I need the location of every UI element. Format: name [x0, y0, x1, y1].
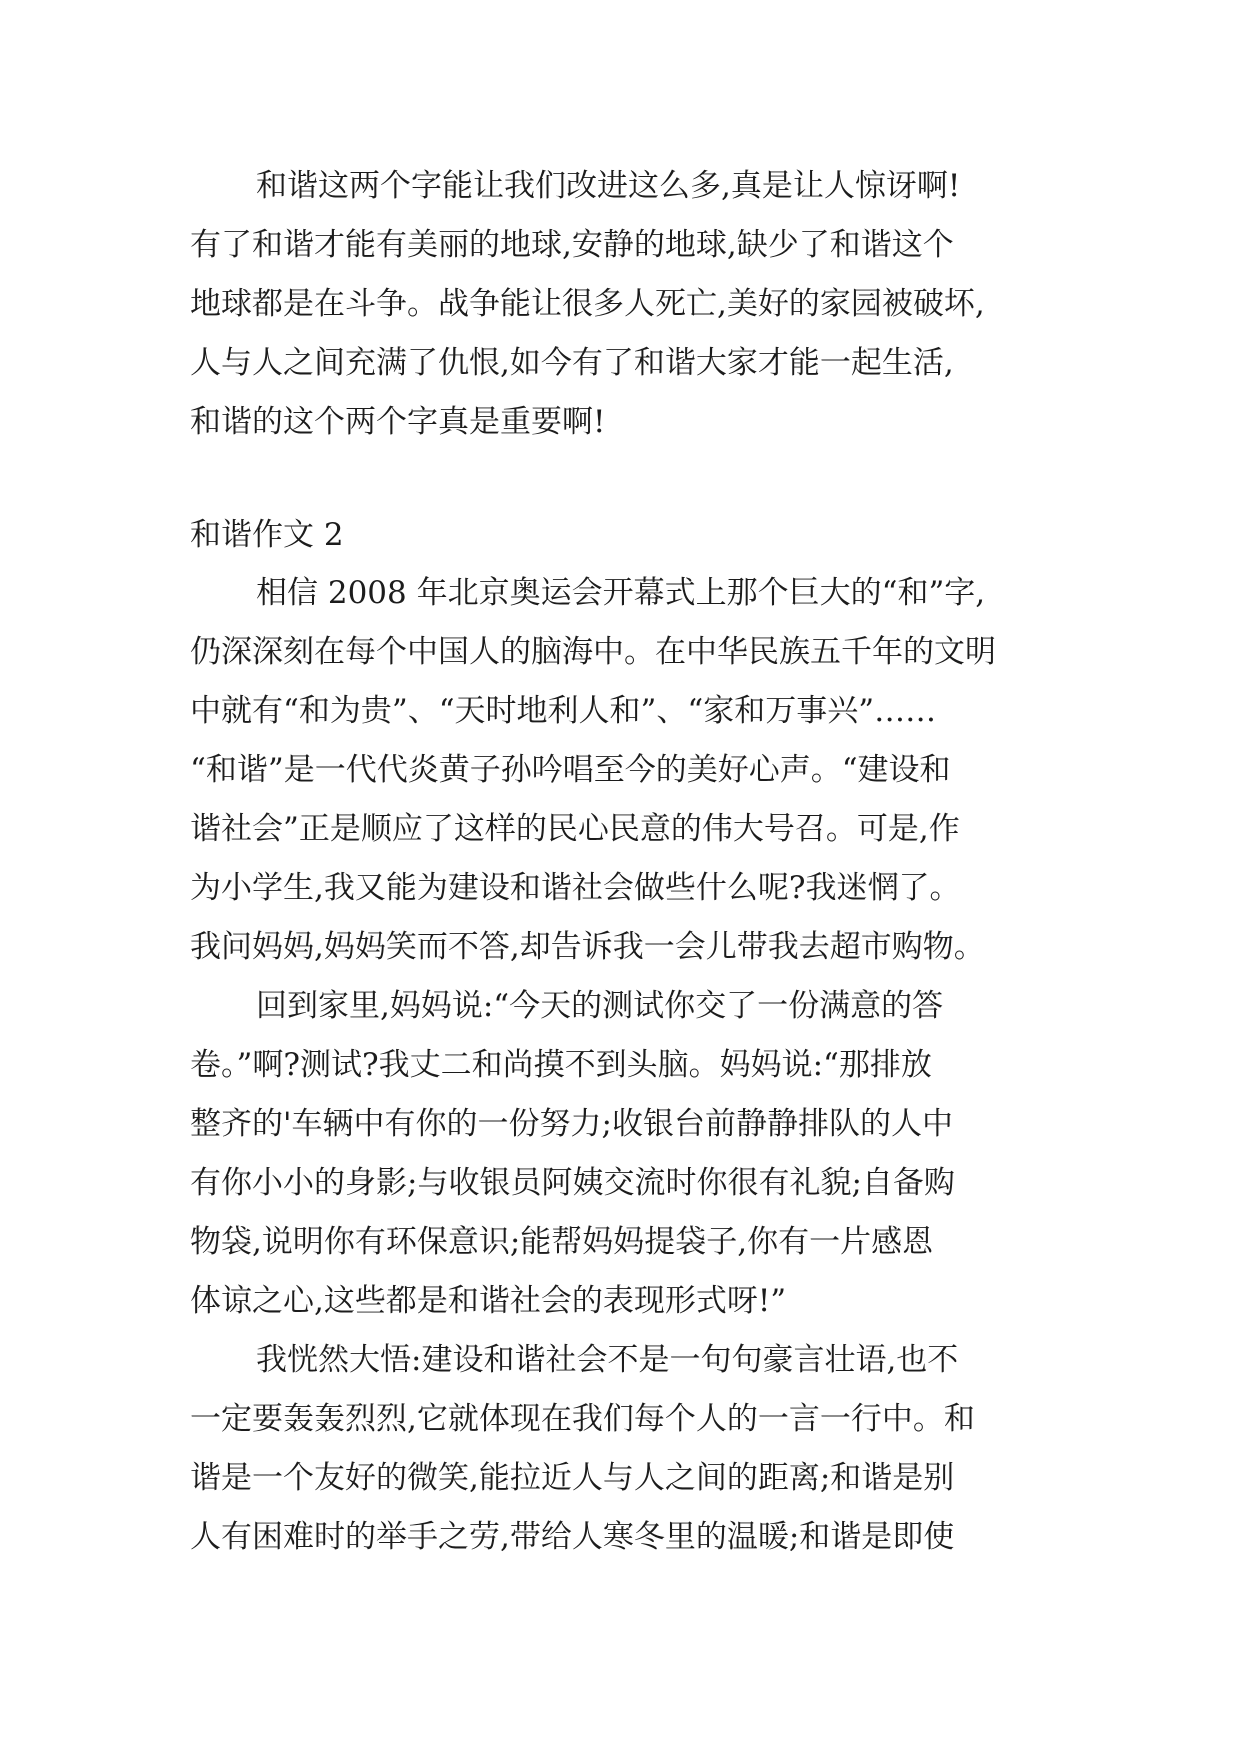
text-line: 中就有“和为贵”、“天时地利人和”、“家和万事兴”…… — [190, 693, 937, 729]
text-line: 人与人之间充满了仇恨,如今有了和谐大家才能一起生活, — [190, 345, 954, 381]
text-line: 我问妈妈,妈妈笑而不答,却告诉我一会儿带我去超市购物。 — [190, 929, 985, 965]
text-line: 相信 2008 年北京奥运会开幕式上那个巨大的“和”字, — [256, 575, 986, 611]
essay-title: 和谐作文 2 — [190, 517, 344, 553]
text-line: 地球都是在斗争。战争能让很多人死亡,美好的家园被破坏, — [190, 286, 985, 322]
text-line: 物袋,说明你有环保意识;能帮妈妈提袋子,你有一片感恩 — [190, 1224, 934, 1260]
text-line: 体谅之心,这些都是和谐社会的表现形式呀!” — [190, 1283, 787, 1319]
text-line: 一定要轰轰烈烈,它就体现在我们每个人的一言一行中。和 — [190, 1401, 975, 1437]
text-line: 谐社会”正是顺应了这样的民心民意的伟大号召。可是,作 — [190, 811, 960, 847]
text-line: “和谐”是一代代炎黄子孙吟唱至今的美好心声。“建设和 — [190, 752, 951, 788]
text-line: 仍深深刻在每个中国人的脑海中。在中华民族五千年的文明 — [190, 634, 996, 670]
essay-body-2 — [190, 564, 1070, 1567]
text-line: 回到家里,妈妈说:“今天的测试你交了一份满意的答 — [256, 988, 944, 1024]
essay-paragraph-1 — [190, 157, 1070, 452]
text-line: 谐是一个友好的微笑,能拉近人与人之间的距离;和谐是别 — [190, 1460, 955, 1496]
essay-title-block — [190, 506, 1070, 565]
text-line: 人有困难时的举手之劳,带给人寒冬里的温暖;和谐是即使 — [190, 1519, 955, 1555]
text-line: 为小学生,我又能为建设和谐社会做些什么呢?我迷惘了。 — [190, 870, 961, 906]
text-line: 整齐的'车辆中有你的一份努力;收银台前静静排队的人中 — [190, 1106, 953, 1142]
text-line: 卷。”啊?测试?我丈二和尚摸不到头脑。妈妈说:“那排放 — [190, 1047, 932, 1083]
text-line: 我恍然大悟:建设和谐社会不是一句句豪言壮语,也不 — [256, 1342, 959, 1378]
text-line: 有你小小的身影;与收银员阿姨交流时你很有礼貌;自备购 — [190, 1165, 955, 1201]
text-line: 和谐的这个两个字真是重要啊! — [190, 404, 606, 440]
text-line: 和谐这两个字能让我们改进这么多,真是让人惊讶啊! — [256, 168, 961, 204]
text-line: 有了和谐才能有美丽的地球,安静的地球,缺少了和谐这个 — [190, 227, 954, 263]
